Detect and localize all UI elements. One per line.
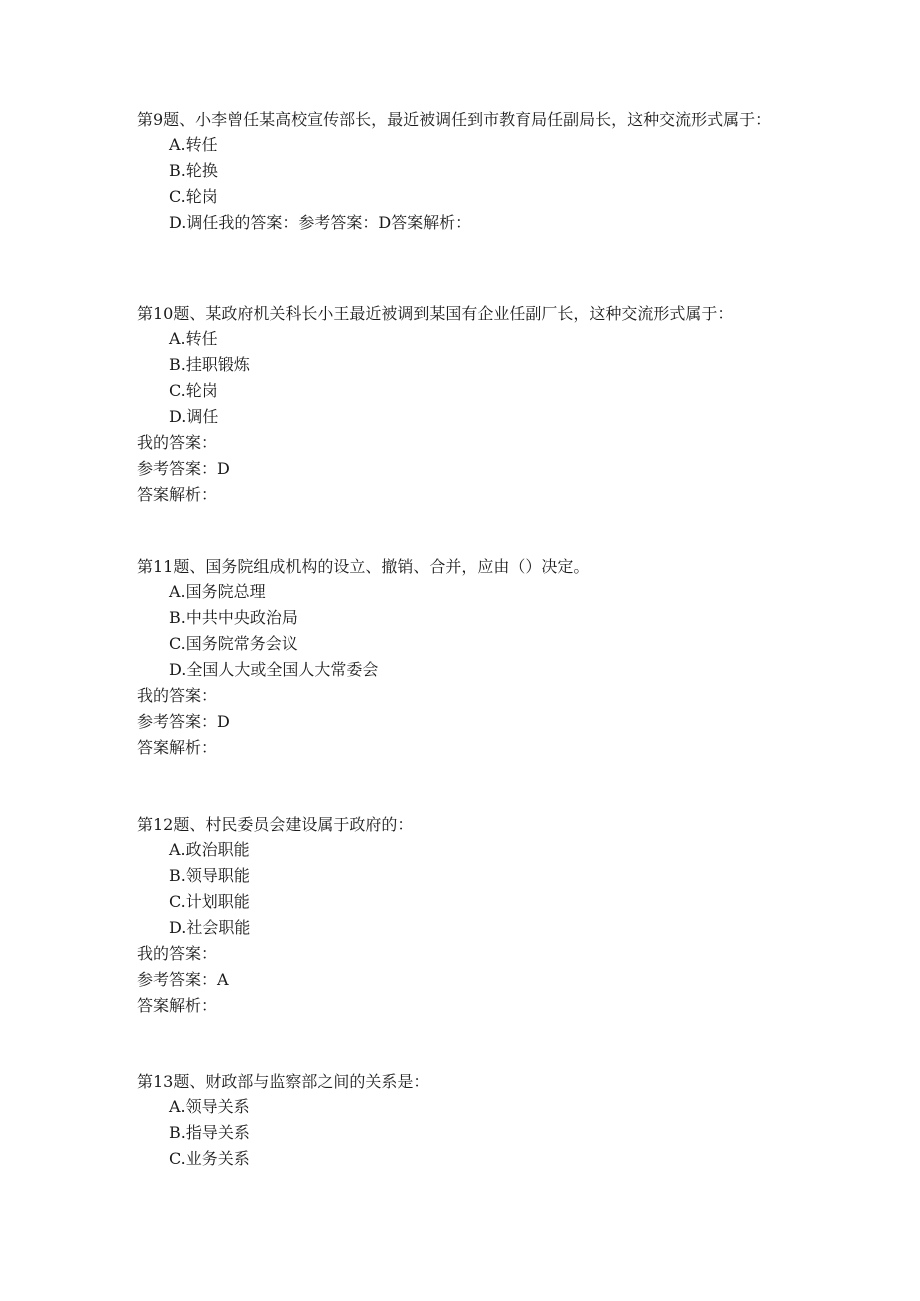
option-c: C.轮岗	[169, 187, 218, 206]
option-a: A.转任	[169, 135, 218, 154]
option-b: B.指导关系	[169, 1123, 250, 1142]
option-b: B.轮换	[169, 161, 218, 180]
option-a: A.政治职能	[169, 840, 250, 859]
option-a: A.领导关系	[169, 1097, 250, 1116]
option-c: C.业务关系	[169, 1149, 250, 1168]
question-11	[137, 555, 787, 761]
option-a: A.国务院总理	[169, 582, 266, 601]
option-d: D.调任我的答案：参考答案：D答案解析：	[169, 213, 472, 232]
question-13	[137, 1070, 787, 1172]
option-b: B.挂职锻炼	[169, 355, 250, 374]
answer-analysis-label: 答案解析：	[137, 485, 218, 504]
question-12	[137, 813, 787, 1019]
option-d: D.调任	[169, 407, 219, 426]
answer-analysis-label: 答案解析：	[137, 996, 218, 1015]
option-c: C.轮岗	[169, 381, 218, 400]
question-title: 第11题、国务院组成机构的设立、撤销、合并，应由（）决定。	[137, 557, 590, 576]
reference-answer: 参考答案：A	[137, 970, 229, 989]
option-c: C.国务院常务会议	[169, 634, 298, 653]
option-d: D.全国人大或全国人大常委会	[169, 660, 379, 679]
reference-answer: 参考答案：D	[137, 459, 230, 478]
option-d: D.社会职能	[169, 918, 251, 937]
my-answer-label: 我的答案：	[137, 944, 218, 963]
option-a: A.转任	[169, 329, 218, 348]
option-c: C.计划职能	[169, 892, 250, 911]
question-9	[137, 108, 787, 236]
my-answer-label: 我的答案：	[137, 686, 218, 705]
option-b: B.领导职能	[169, 866, 250, 885]
question-title: 第12题、村民委员会建设属于政府的：	[137, 815, 414, 834]
my-answer-label: 我的答案：	[137, 433, 218, 452]
answer-analysis-label: 答案解析：	[137, 738, 218, 757]
reference-answer: 参考答案：D	[137, 712, 230, 731]
question-title: 第10题、某政府机关科长小王最近被调到某国有企业任副厂长，这种交流形式属于：	[137, 304, 734, 323]
question-title: 第13题、财政部与监察部之间的关系是：	[137, 1072, 430, 1091]
question-title: 第9题、小李曾任某高校宣传部长，最近被调任到市教育局任副局长，这种交流形式属于：	[137, 110, 772, 129]
option-b: B.中共中央政治局	[169, 608, 298, 627]
question-10	[137, 302, 787, 508]
